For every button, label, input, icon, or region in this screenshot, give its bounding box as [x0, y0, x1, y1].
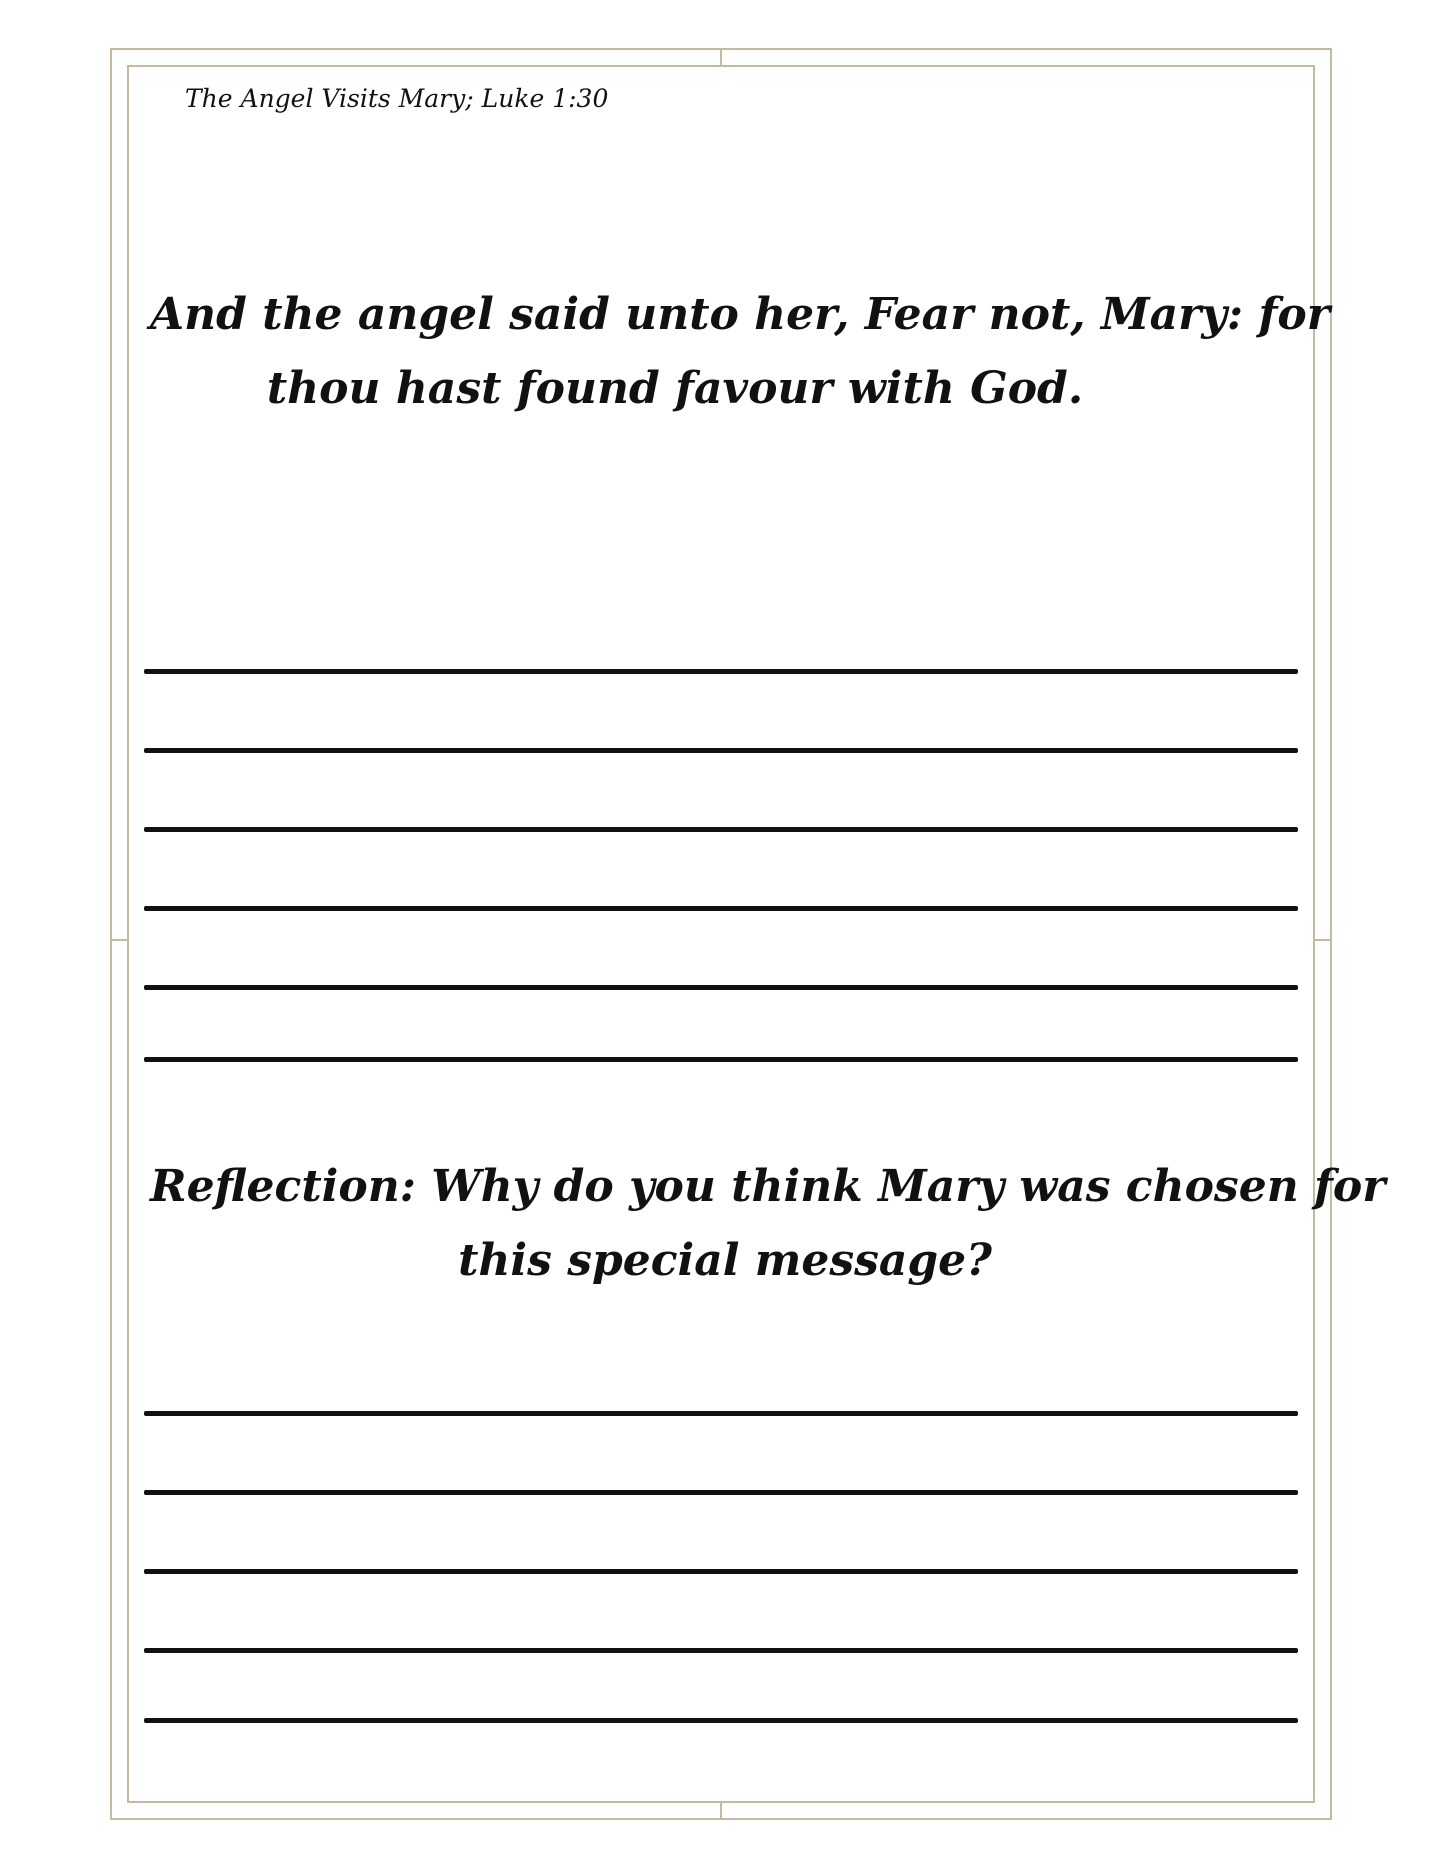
writing-line[interactable]: [144, 1057, 1298, 1062]
reflection-line-2: this special message?: [458, 1235, 992, 1286]
reflection-line-1: Reflection: Why do you think Mary was chosen for: [150, 1161, 1386, 1212]
answer-line[interactable]: [144, 1718, 1298, 1723]
writing-line[interactable]: [144, 906, 1298, 911]
answer-line[interactable]: [144, 1648, 1298, 1653]
border-tick-left: [110, 939, 127, 941]
border-tick-bottom: [720, 1803, 722, 1820]
border-tick-top: [720, 48, 722, 65]
worksheet-title: The Angel Visits Mary; Luke 1:30: [185, 84, 609, 113]
writing-line[interactable]: [144, 669, 1298, 674]
verse-line-2: thou hast found favour with God.: [266, 363, 1084, 414]
answer-line[interactable]: [144, 1490, 1298, 1495]
reflection-prompt: [150, 1150, 1386, 1298]
verse-line-1: And the angel said unto her, Fear not, Mary: for: [150, 289, 1330, 340]
answer-line[interactable]: [144, 1569, 1298, 1574]
scripture-verse: [150, 278, 1330, 426]
writing-line[interactable]: [144, 827, 1298, 832]
writing-line[interactable]: [144, 985, 1298, 990]
answer-line[interactable]: [144, 1411, 1298, 1416]
border-tick-right: [1315, 939, 1332, 941]
writing-line[interactable]: [144, 748, 1298, 753]
